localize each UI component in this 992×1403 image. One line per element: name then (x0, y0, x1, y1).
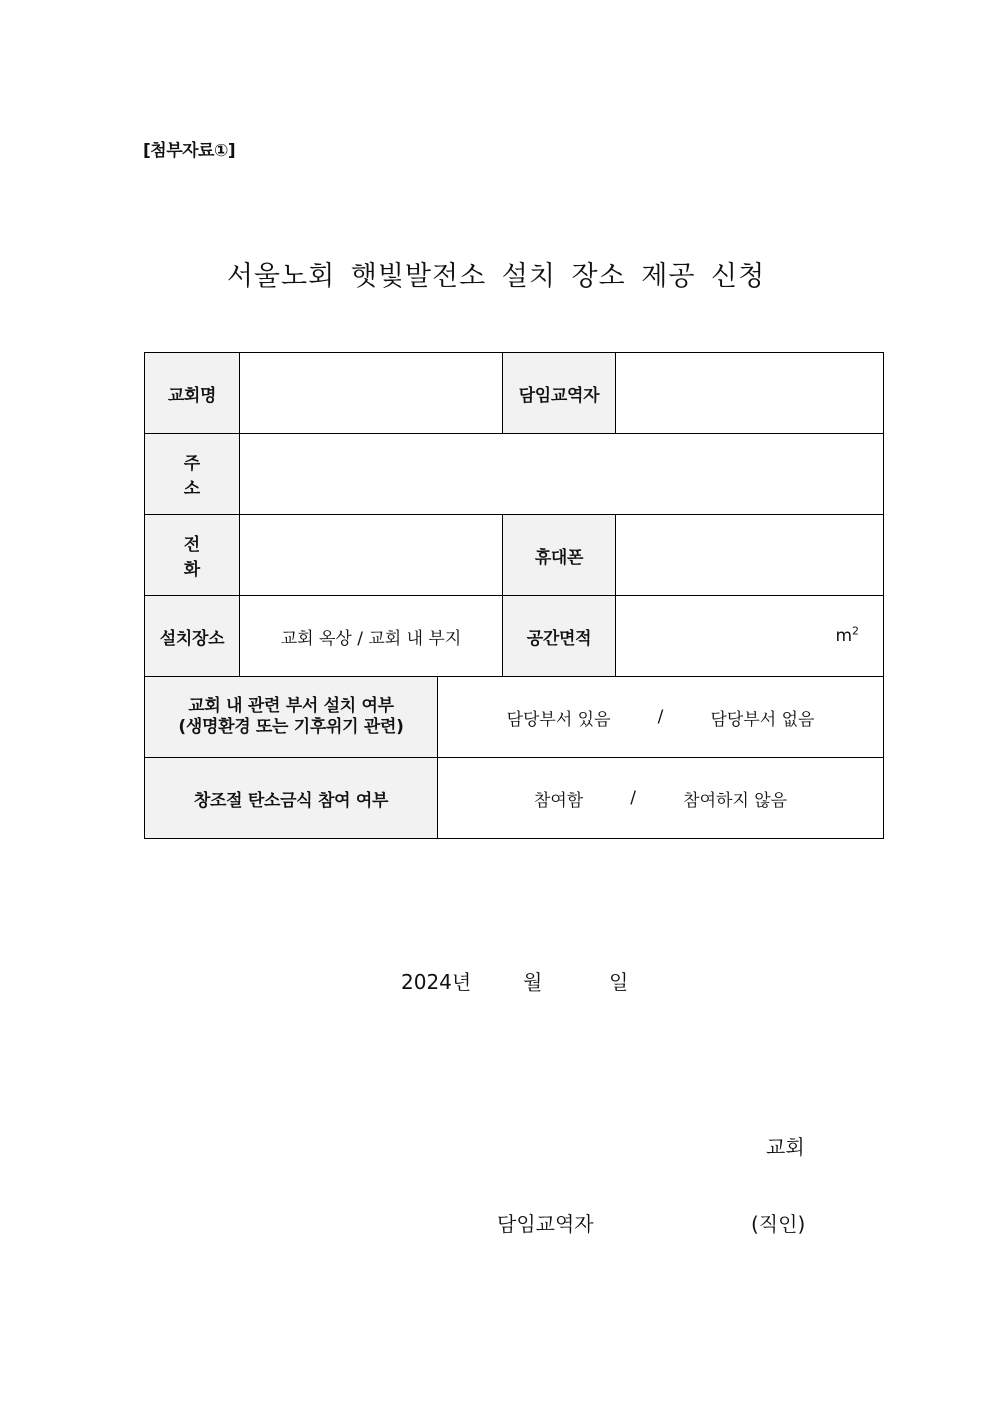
application-table (144, 352, 884, 839)
address-label: 주 소 (145, 434, 240, 515)
dept-options (438, 677, 883, 758)
date-day: 일 (609, 970, 629, 994)
church-name-field[interactable] (240, 353, 503, 434)
dept-separator: / (657, 707, 664, 727)
signature-pastor: 담임교역자 (497, 1212, 594, 1236)
address-field[interactable] (240, 434, 883, 515)
church-name-label: 교회명 (145, 353, 240, 434)
site-options[interactable]: 교회 옥상 / 교회 내 부지 (240, 596, 503, 677)
fast-label: 창조절 탄소금식 참여 여부 (145, 758, 438, 838)
attachment-label: [첨부자료①] (143, 141, 236, 161)
dept-label (145, 677, 438, 758)
signature-church: 교회 (766, 1135, 805, 1159)
fast-option-yes[interactable]: 참여함 (533, 790, 584, 811)
phone-label: 전 화 (145, 515, 240, 596)
fast-separator: / (630, 788, 637, 808)
dept-label-line1: 교회 내 관련 부서 설치 여부 (188, 696, 394, 716)
dept-option-yes[interactable]: 담당부서 있음 (506, 709, 611, 730)
pastor-field[interactable] (616, 353, 883, 434)
area-field[interactable] (616, 596, 883, 677)
mobile-field[interactable] (616, 515, 883, 596)
fast-option-no[interactable]: 참여하지 않음 (683, 790, 788, 811)
fast-options (438, 758, 883, 838)
mobile-label: 휴대폰 (503, 515, 616, 596)
pastor-label: 담임교역자 (503, 353, 616, 434)
date-month: 월 (523, 970, 543, 994)
signature-seal: (직인) (751, 1212, 806, 1236)
page-title: 서울노회 햇빛발전소 설치 장소 제공 신청 (226, 261, 766, 292)
dept-option-no[interactable]: 담당부서 없음 (710, 709, 815, 730)
dept-label-line2: (생명환경 또는 기후위기 관련) (178, 717, 404, 737)
site-label: 설치장소 (145, 596, 240, 677)
phone-field[interactable] (240, 515, 503, 596)
date-year: 2024년 (401, 970, 472, 994)
area-unit: $m^2$ (835, 624, 859, 646)
area-label: 공간면적 (503, 596, 616, 677)
